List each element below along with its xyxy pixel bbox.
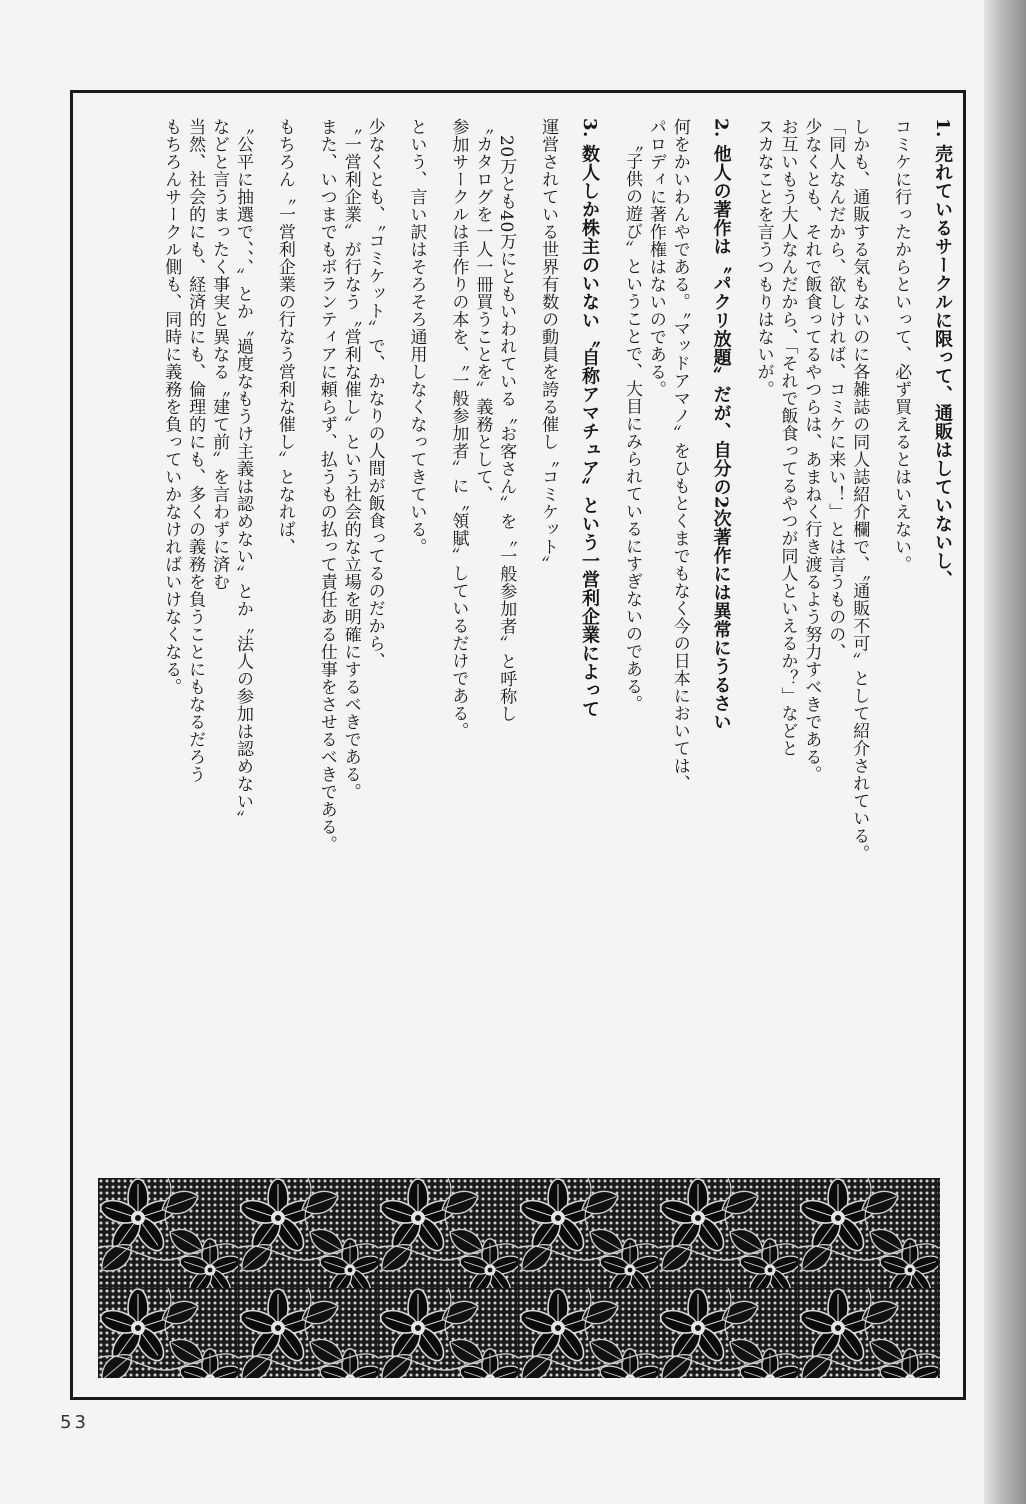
- section-3-line: 参加サークルは手作りの本を、〝一般参加者〟に〝領賦〟しているだけである。: [448, 118, 469, 740]
- section-1-line: お互いもう大人なんだから、「それで飯食ってるやつが同人といえるか？」などと: [777, 118, 798, 757]
- section-3-line: などと言うまったく事実と異なる〝建て前〟を言わずに済む: [209, 118, 230, 591]
- section-1-line: しかも、通販する気もないのに各雑誌の同人誌紹介欄で、〝通販不可〟として紹介されている。: [849, 118, 870, 862]
- section-3-line: という、言い訳はそろそろ通用しなくなってきている。: [406, 118, 427, 556]
- section-3-line: 〝公平に抽選で、、、〟とか〝過度なもうけ主義は認めない〟とか〝法人の参加は認めない〟: [232, 118, 253, 828]
- section-3-line: 20万とも40万にともいわれている〝お客さん〟を〝一般参加者〟と呼称し: [496, 135, 517, 723]
- page-number: 53: [60, 1412, 89, 1433]
- section-3-heading: 3. 数人しか株主のいない〝自称アマチュア〟という一営利企業によって: [579, 118, 601, 719]
- section-2-line: 何をかいわんやである。〝マッドアマノ〟をひもとくまでもなく今の日本においては、: [669, 118, 690, 792]
- section-3-line: 運営されている世界有数の動員を誇る催し〝コミケット〟: [538, 118, 559, 573]
- section-3-line: 当然、社会的にも、経済的にも、倫理的にも、多くの義務を負うことにもなるだろう: [185, 118, 206, 783]
- section-3-line: もちろんサークル側も、同時に義務を負っていかなければいけなくなる。: [161, 118, 182, 696]
- section-2-line: 〝子供の遊び〟ということで、大目にみられているにすぎないのである。: [621, 135, 642, 713]
- section-1-line: 「同人なんだから、欲しければ、コミケに来い！」とは言うものの、: [825, 118, 846, 661]
- page-binding-shadow: [984, 0, 1026, 1504]
- section-3-line: 〝一営利企業〟が行なう〝営利な催し〟という社会的な立場を明確にするべきである。: [340, 118, 361, 801]
- section-1-line: 少なくとも、それで飯食ってるやつらは、あまねく行き渡るよう努力すべきである。: [801, 118, 822, 783]
- section-3-line: 少なくとも、〝コミケット〟で、かなりの人間が飯食ってるのだから、: [364, 118, 385, 670]
- section-2-heading: 2. 他人の著作は〝パクリ放題〟だが、自分の2次著作には異常にうるさい: [710, 118, 732, 732]
- vertical-text-block: [92, 118, 954, 1148]
- section-3-line: また、いつまでもボランティアに頼らず、払うもの払って責任ある仕事をさせるべきである。: [316, 118, 337, 853]
- section-1-line: コミケに行ったからといって、必ず買えるとはいえない。: [891, 118, 912, 573]
- section-3-line: もちろん〝一営利企業の行なう営利な催し〟となれば、: [274, 118, 295, 556]
- section-1-heading: 1. 売れているサークルに限って、通販はしていないし、: [932, 118, 953, 589]
- section-3-line: 〝カタログを一人一冊買うことを〟義務として、: [472, 118, 493, 503]
- section-2-line: パロディに著作権はないのである。: [645, 118, 666, 398]
- lace-flower-icon: [98, 1178, 940, 1378]
- section-1-line: スカなことを言うつもりはないが。: [753, 118, 774, 398]
- lace-pattern-band: [98, 1178, 940, 1378]
